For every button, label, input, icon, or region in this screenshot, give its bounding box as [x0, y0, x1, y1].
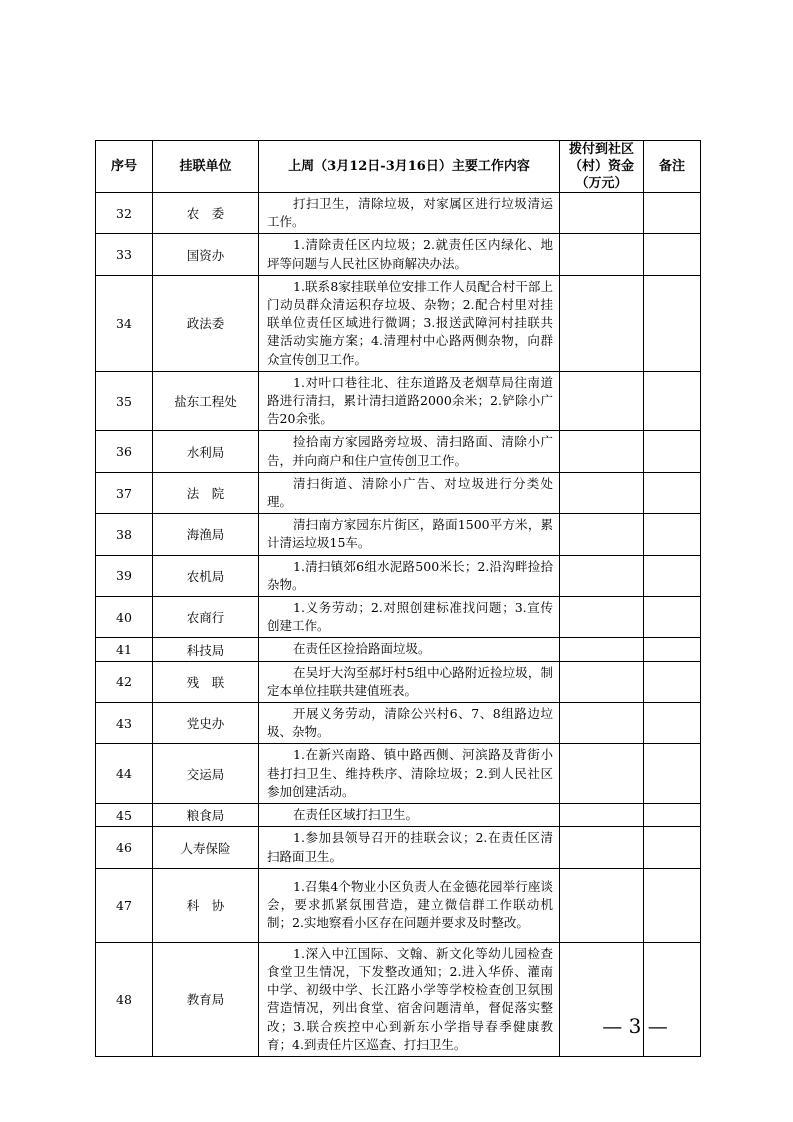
row-remarks — [644, 371, 701, 431]
table-row — [96, 597, 701, 638]
row-remarks — [644, 804, 701, 827]
row-work-content: 在责任区域打扫卫生。 — [259, 804, 560, 827]
row-unit: 交运局 — [153, 744, 259, 804]
row-index: 39 — [96, 555, 153, 596]
page-number: — 3 — — [602, 1014, 668, 1038]
row-funds — [560, 804, 644, 827]
row-funds — [560, 371, 644, 431]
row-index: 42 — [96, 661, 153, 702]
row-funds — [560, 431, 644, 472]
row-remarks — [644, 661, 701, 702]
table-row — [96, 638, 701, 661]
row-remarks — [644, 555, 701, 596]
row-index: 44 — [96, 744, 153, 804]
row-unit: 科 协 — [153, 868, 259, 942]
row-unit: 粮食局 — [153, 804, 259, 827]
row-index: 45 — [96, 804, 153, 827]
row-unit: 农机局 — [153, 555, 259, 596]
row-unit: 国资办 — [153, 234, 259, 275]
row-funds — [560, 275, 644, 371]
table-row — [96, 661, 701, 702]
row-work-content: 1.召集4个物业小区负责人在金德花园举行座谈会，要求抓紧氛围营造，建立微信群工作联动机制；2.实地察看小区存在问题并要求及时整改。 — [259, 868, 560, 942]
row-index: 33 — [96, 234, 153, 275]
row-work-content: 1.对叶口巷往北、往东道路及老烟草局往南道路进行清扫，累计清扫道路2000余米；2.铲除小广告20余张。 — [259, 371, 560, 431]
row-work-content: 清扫南方家园东片街区，路面1500平方米，累计清运垃圾15车。 — [259, 514, 560, 555]
row-remarks — [644, 472, 701, 513]
table-row — [96, 193, 701, 234]
row-unit: 农 委 — [153, 193, 259, 234]
table-body — [96, 193, 701, 1057]
row-index: 36 — [96, 431, 153, 472]
row-unit: 水利局 — [153, 431, 259, 472]
table-row — [96, 942, 701, 1056]
row-unit: 法 院 — [153, 472, 259, 513]
row-index: 43 — [96, 703, 153, 744]
row-funds — [560, 514, 644, 555]
row-remarks — [644, 868, 701, 942]
row-index: 41 — [96, 638, 153, 661]
row-index: 32 — [96, 193, 153, 234]
row-remarks — [644, 827, 701, 868]
row-work-content: 1.义务劳动；2.对照创建标准找问题；3.宣传创建工作。 — [259, 597, 560, 638]
table-row — [96, 431, 701, 472]
row-funds — [560, 827, 644, 868]
row-unit: 教育局 — [153, 942, 259, 1056]
row-work-content: 1.联系8家挂联单位安排工作人员配合村干部上门动员群众清运积存垃圾、杂物；2.配合村里对挂联单位责任区域进行微调；3.报送武障河村挂联共建活动实施方案；4.清理村中心路两侧杂物，向群众宣传创卫工作。 — [259, 275, 560, 371]
row-remarks — [644, 597, 701, 638]
row-funds — [560, 868, 644, 942]
header-work: 上周（3月12日-3月16日）主要工作内容 — [259, 141, 560, 193]
row-unit: 海渔局 — [153, 514, 259, 555]
row-funds — [560, 472, 644, 513]
row-unit: 盐东工程处 — [153, 371, 259, 431]
row-remarks — [644, 431, 701, 472]
row-work-content: 清扫街道、清除小广告、对垃圾进行分类处理。 — [259, 472, 560, 513]
row-funds — [560, 638, 644, 661]
table-row — [96, 703, 701, 744]
row-work-content: 打扫卫生，清除垃圾，对家属区进行垃圾清运工作。 — [259, 193, 560, 234]
row-remarks — [644, 234, 701, 275]
work-report-table-container — [95, 140, 700, 1057]
row-unit: 人寿保险 — [153, 827, 259, 868]
table-row — [96, 744, 701, 804]
row-remarks — [644, 193, 701, 234]
row-funds — [560, 942, 644, 1056]
row-unit: 政法委 — [153, 275, 259, 371]
row-funds — [560, 234, 644, 275]
table-row — [96, 827, 701, 868]
row-work-content: 1.清除责任区内垃圾；2.就责任区内绿化、地坪等问题与人民社区协商解决办法。 — [259, 234, 560, 275]
table-row — [96, 234, 701, 275]
row-remarks — [644, 744, 701, 804]
row-work-content: 1.参加县领导召开的挂联会议；2.在责任区清扫路面卫生。 — [259, 827, 560, 868]
row-funds — [560, 193, 644, 234]
row-funds — [560, 661, 644, 702]
row-index: 48 — [96, 942, 153, 1056]
header-remarks: 备注 — [644, 141, 701, 193]
row-unit: 科技局 — [153, 638, 259, 661]
row-index: 37 — [96, 472, 153, 513]
row-index: 38 — [96, 514, 153, 555]
table-header-row — [96, 141, 701, 193]
table-row — [96, 371, 701, 431]
row-unit: 残 联 — [153, 661, 259, 702]
row-work-content: 捡拾南方家园路旁垃圾、清扫路面、清除小广告，并向商户和住户宣传创卫工作。 — [259, 431, 560, 472]
header-index: 序号 — [96, 141, 153, 193]
row-work-content: 1.在新兴南路、镇中路西侧、河滨路及背街小巷打扫卫生、维持秩序、清除垃圾；2.到人民社区参加创建活动。 — [259, 744, 560, 804]
row-unit: 农商行 — [153, 597, 259, 638]
work-report-table — [95, 140, 701, 1057]
row-funds — [560, 555, 644, 596]
row-work-content: 1.清扫镇郊6组水泥路500米长；2.沿沟畔捡拾杂物。 — [259, 555, 560, 596]
row-remarks — [644, 942, 701, 1056]
row-index: 40 — [96, 597, 153, 638]
row-funds — [560, 744, 644, 804]
table-row — [96, 804, 701, 827]
table-row — [96, 555, 701, 596]
row-index: 34 — [96, 275, 153, 371]
table-row — [96, 472, 701, 513]
row-index: 46 — [96, 827, 153, 868]
row-work-content: 1.深入中江国际、文翰、新文化等幼儿园检查食堂卫生情况，下发整改通知；2.进入华侨、灌南中学、初级中学、长江路小学等学校检查创卫氛围营造情况，列出食堂、宿舍问题清单，督促落实整改；3.联合疾控中心到新东小学指导春季健康教育；4.到责任片区巡查、打扫卫生。 — [259, 942, 560, 1056]
row-remarks — [644, 514, 701, 555]
row-index: 35 — [96, 371, 153, 431]
table-row — [96, 275, 701, 371]
row-funds — [560, 597, 644, 638]
table-row — [96, 514, 701, 555]
header-funds: 拨付到社区（村）资金（万元） — [560, 141, 644, 193]
row-work-content: 开展义务劳动，清除公兴村6、7、8组路边垃圾、杂物。 — [259, 703, 560, 744]
row-remarks — [644, 638, 701, 661]
row-remarks — [644, 703, 701, 744]
row-index: 47 — [96, 868, 153, 942]
row-funds — [560, 703, 644, 744]
row-remarks — [644, 275, 701, 371]
row-work-content: 在责任区捡拾路面垃圾。 — [259, 638, 560, 661]
row-unit: 党史办 — [153, 703, 259, 744]
table-row — [96, 868, 701, 942]
row-work-content: 在吴圩大沟至郝圩村5组中心路附近捡垃圾，制定本单位挂联共建值班表。 — [259, 661, 560, 702]
header-unit: 挂联单位 — [153, 141, 259, 193]
